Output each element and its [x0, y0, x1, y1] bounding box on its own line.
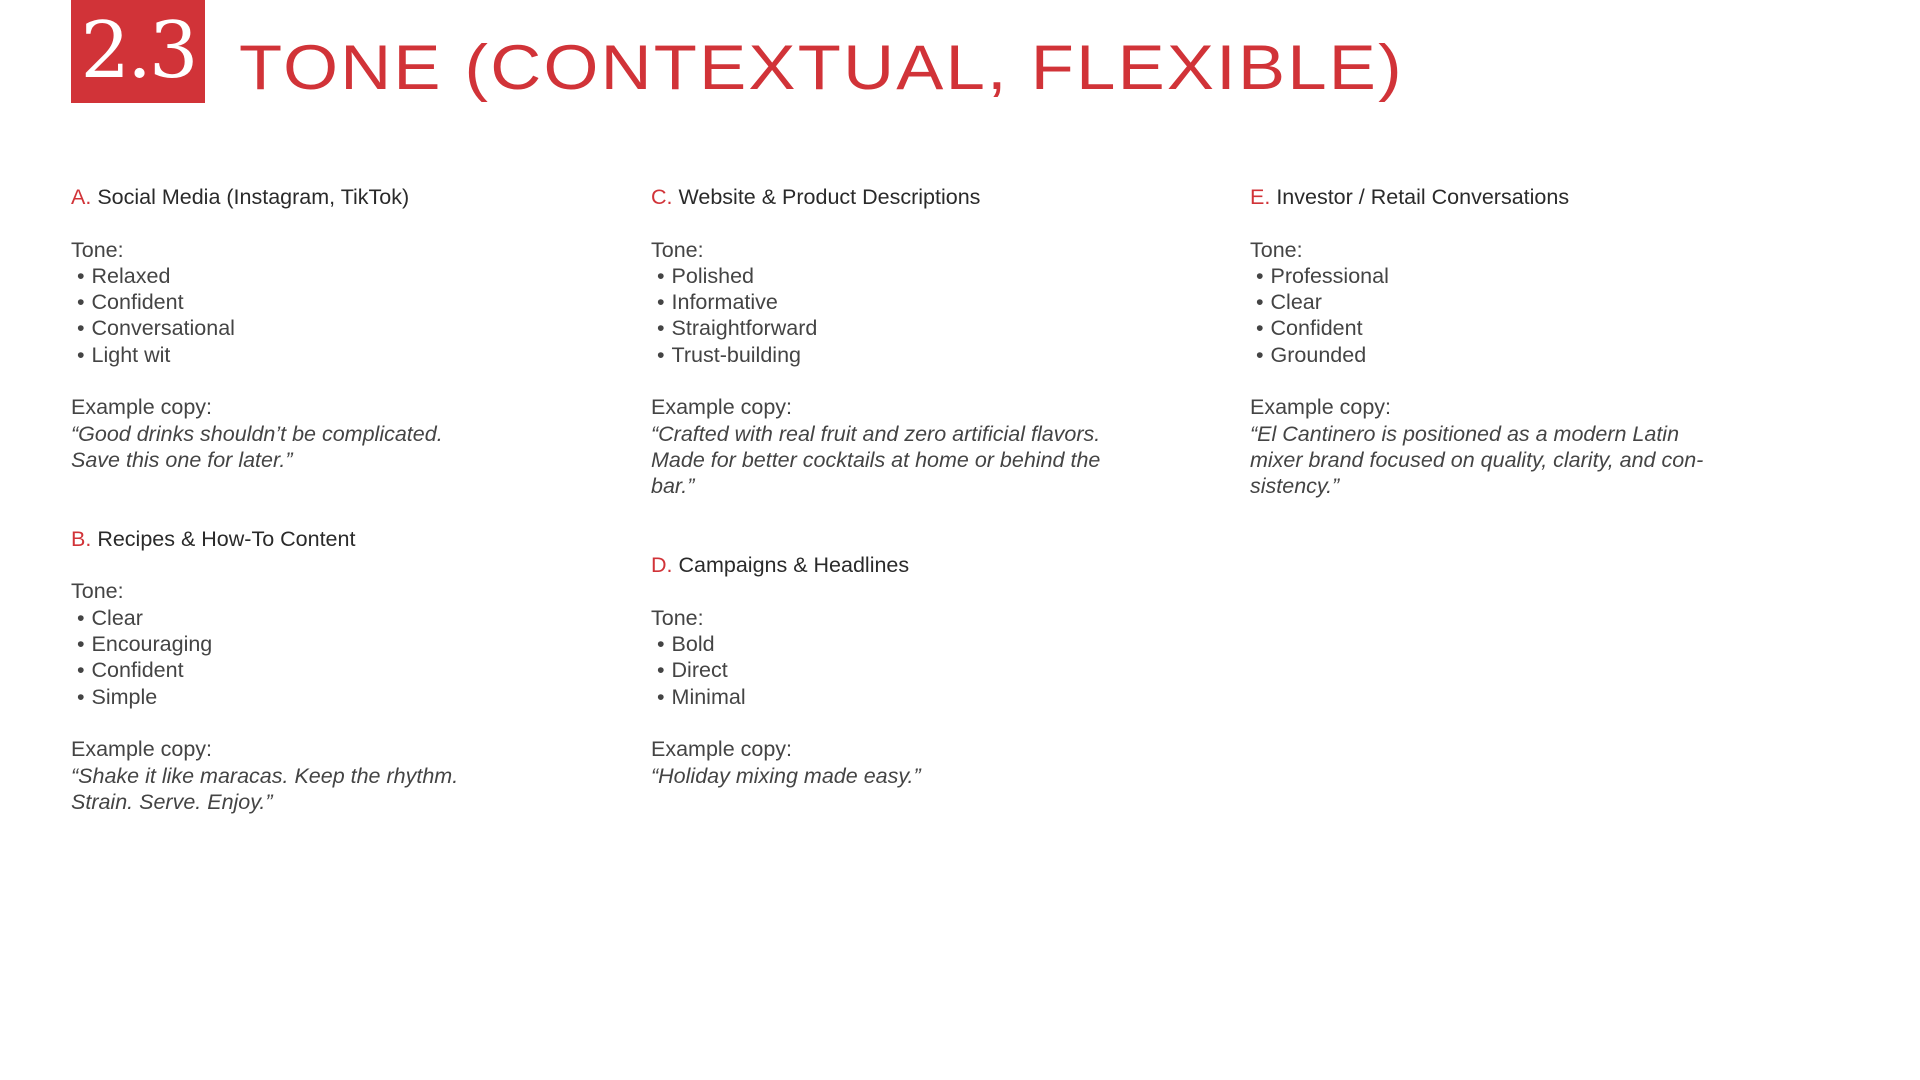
example-label: Example copy:	[71, 395, 213, 420]
section-heading	[71, 526, 611, 552]
section-title: Social Media (Instagram, TikTok)	[97, 185, 410, 209]
example-copy: “Holiday mixing made easy.”	[651, 763, 921, 788]
example-copy: “El Cantinero is positioned as a modern Latin mixer brand focused on quality, clarity, and con- sistency.”	[1250, 421, 1704, 499]
section-number-badge: 2.3	[71, 0, 205, 103]
section-title: Investor / Retail Conversations	[1276, 185, 1570, 209]
tone-label: Tone:	[651, 605, 704, 630]
tone-item: • Light wit	[71, 342, 611, 368]
tone-item: • Polished	[651, 263, 1191, 289]
tone-item: • Conversational	[71, 315, 611, 341]
section-letter: E.	[1250, 185, 1271, 209]
section-a	[71, 184, 611, 473]
tone-label: Tone:	[651, 237, 704, 262]
tone-item: • Professional	[1250, 263, 1790, 289]
tone-item: • Trust-building	[651, 342, 1191, 368]
page-title: TONE (CONTEXTUAL, FLEXIBLE)	[239, 32, 1404, 103]
section-heading	[651, 552, 1191, 578]
section-e	[1250, 184, 1790, 500]
tone-item: • Direct	[651, 657, 1191, 683]
example-copy: “Shake it like maracas. Keep the rhythm. Strain. Serve. Enjoy.”	[71, 763, 459, 814]
tone-label: Tone:	[71, 579, 124, 604]
tone-item: • Informative	[651, 289, 1191, 315]
section-b	[71, 526, 611, 815]
example-label: Example copy:	[1250, 395, 1392, 420]
tone-list	[71, 605, 611, 710]
tone-list	[71, 263, 611, 368]
section-c	[651, 184, 1191, 500]
example-copy: “Good drinks shouldn’t be complicated. Save this one for later.”	[71, 421, 443, 472]
section-heading	[1250, 184, 1790, 210]
section-heading	[71, 184, 611, 210]
page-header	[71, 0, 1404, 103]
tone-list	[651, 263, 1191, 368]
section-title: Campaigns & Headlines	[678, 553, 910, 578]
example-copy: “Crafted with real fruit and zero artificial flavors. Made for better cocktails at home or behind the bar.”	[651, 421, 1101, 499]
example-label: Example copy:	[71, 737, 213, 762]
column-middle	[651, 184, 1191, 789]
tone-item: • Confident	[1250, 315, 1790, 341]
section-letter: C.	[651, 185, 673, 209]
tone-item: • Simple	[71, 684, 611, 710]
example-label: Example copy:	[651, 395, 793, 420]
tone-label: Tone:	[1250, 237, 1303, 262]
tone-list	[651, 631, 1191, 710]
tone-item: • Straightforward	[651, 315, 1191, 341]
example-label: Example copy:	[651, 737, 793, 762]
section-d	[651, 552, 1191, 789]
tone-item: • Clear	[71, 605, 611, 631]
tone-item: • Grounded	[1250, 342, 1790, 368]
tone-item: • Encouraging	[71, 631, 611, 657]
section-title: Recipes & How-To Content	[97, 526, 356, 551]
section-letter: D.	[651, 553, 673, 578]
column-right	[1250, 184, 1790, 500]
section-letter: A.	[71, 185, 92, 209]
tone-item: • Confident	[71, 657, 611, 683]
section-heading	[651, 184, 1191, 210]
tone-item: • Relaxed	[71, 263, 611, 289]
tone-item: • Bold	[651, 631, 1191, 657]
section-letter: B.	[71, 526, 92, 551]
tone-item: • Minimal	[651, 684, 1191, 710]
tone-item: • Confident	[71, 289, 611, 315]
column-left	[71, 184, 611, 815]
section-title: Website & Product Descriptions	[678, 185, 981, 209]
tone-label: Tone:	[71, 237, 124, 262]
tone-list	[1250, 263, 1790, 368]
tone-item: • Clear	[1250, 289, 1790, 315]
